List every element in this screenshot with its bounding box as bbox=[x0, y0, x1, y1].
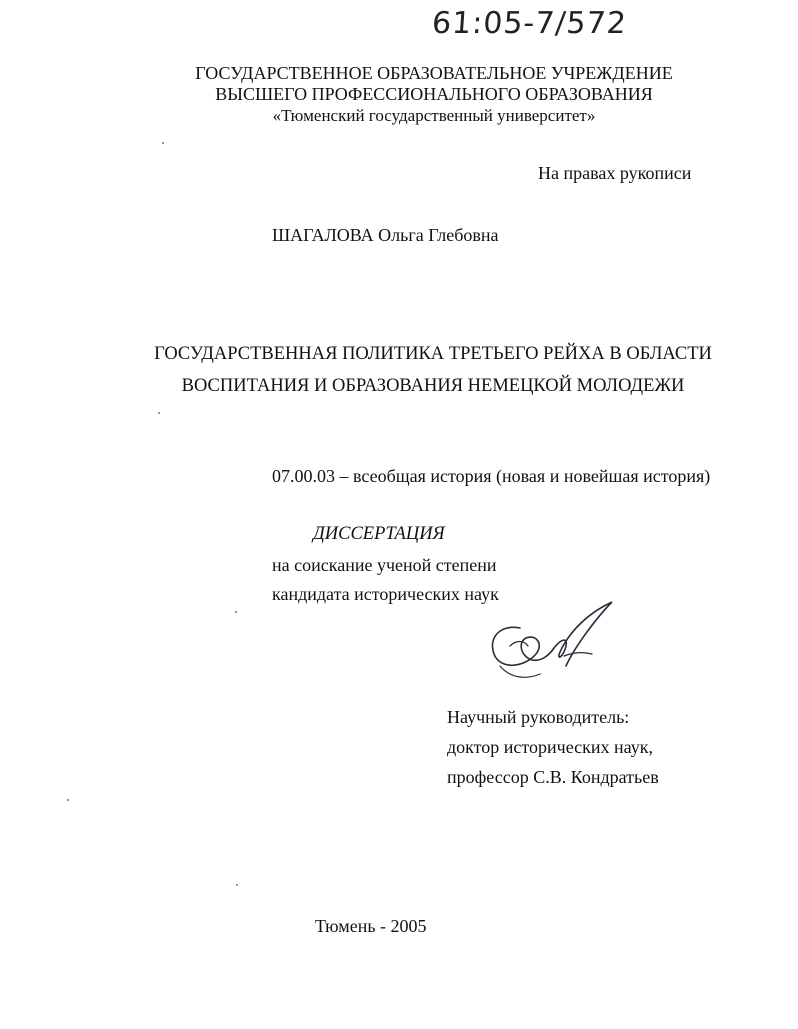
degree-line-2: кандидата исторических наук bbox=[272, 584, 499, 604]
institution-line-1: ГОСУДАРСТВЕННОЕ ОБРАЗОВАТЕЛЬНОЕ УЧРЕЖДЕНИЕ bbox=[195, 63, 673, 83]
manuscript-note: На правах рукописи bbox=[538, 163, 692, 183]
thesis-title-line-1: ГОСУДАРСТВЕННАЯ ПОЛИТИКА ТРЕТЬЕГО РЕЙХА В ОБЛАСТИ bbox=[154, 344, 712, 364]
archive-number: 61:05-7/572 bbox=[430, 6, 628, 41]
document-type: ДИССЕРТАЦИЯ bbox=[313, 524, 445, 544]
supervisor-line-2: доктор исторических наук, bbox=[447, 737, 653, 757]
scan-speck bbox=[158, 412, 160, 414]
author-name: ШАГАЛОВА Ольга Глебовна bbox=[272, 225, 499, 245]
degree-line-1: на соискание ученой степени bbox=[272, 555, 497, 575]
scan-speck bbox=[67, 799, 69, 801]
scan-speck bbox=[236, 884, 238, 886]
specialty-code: 07.00.03 – всеобщая история (новая и новейшая история) bbox=[272, 466, 711, 486]
thesis-title-line-2: ВОСПИТАНИЯ И ОБРАЗОВАНИЯ НЕМЕЦКОЙ МОЛОДЕЖИ bbox=[181, 376, 685, 396]
scan-speck bbox=[162, 142, 164, 144]
institution-line-2: ВЫСШЕГО ПРОФЕССИОНАЛЬНОГО ОБРАЗОВАНИЯ bbox=[215, 84, 653, 104]
supervisor-line-3: профессор С.В. Кондратьев bbox=[447, 767, 659, 787]
supervisor-line-1: Научный руководитель: bbox=[447, 707, 630, 727]
place-year: Тюмень - 2005 bbox=[315, 916, 427, 936]
signature bbox=[480, 596, 620, 686]
scan-speck bbox=[235, 611, 237, 613]
institution-line-3: «Тюменский государственный университет» bbox=[272, 106, 596, 125]
